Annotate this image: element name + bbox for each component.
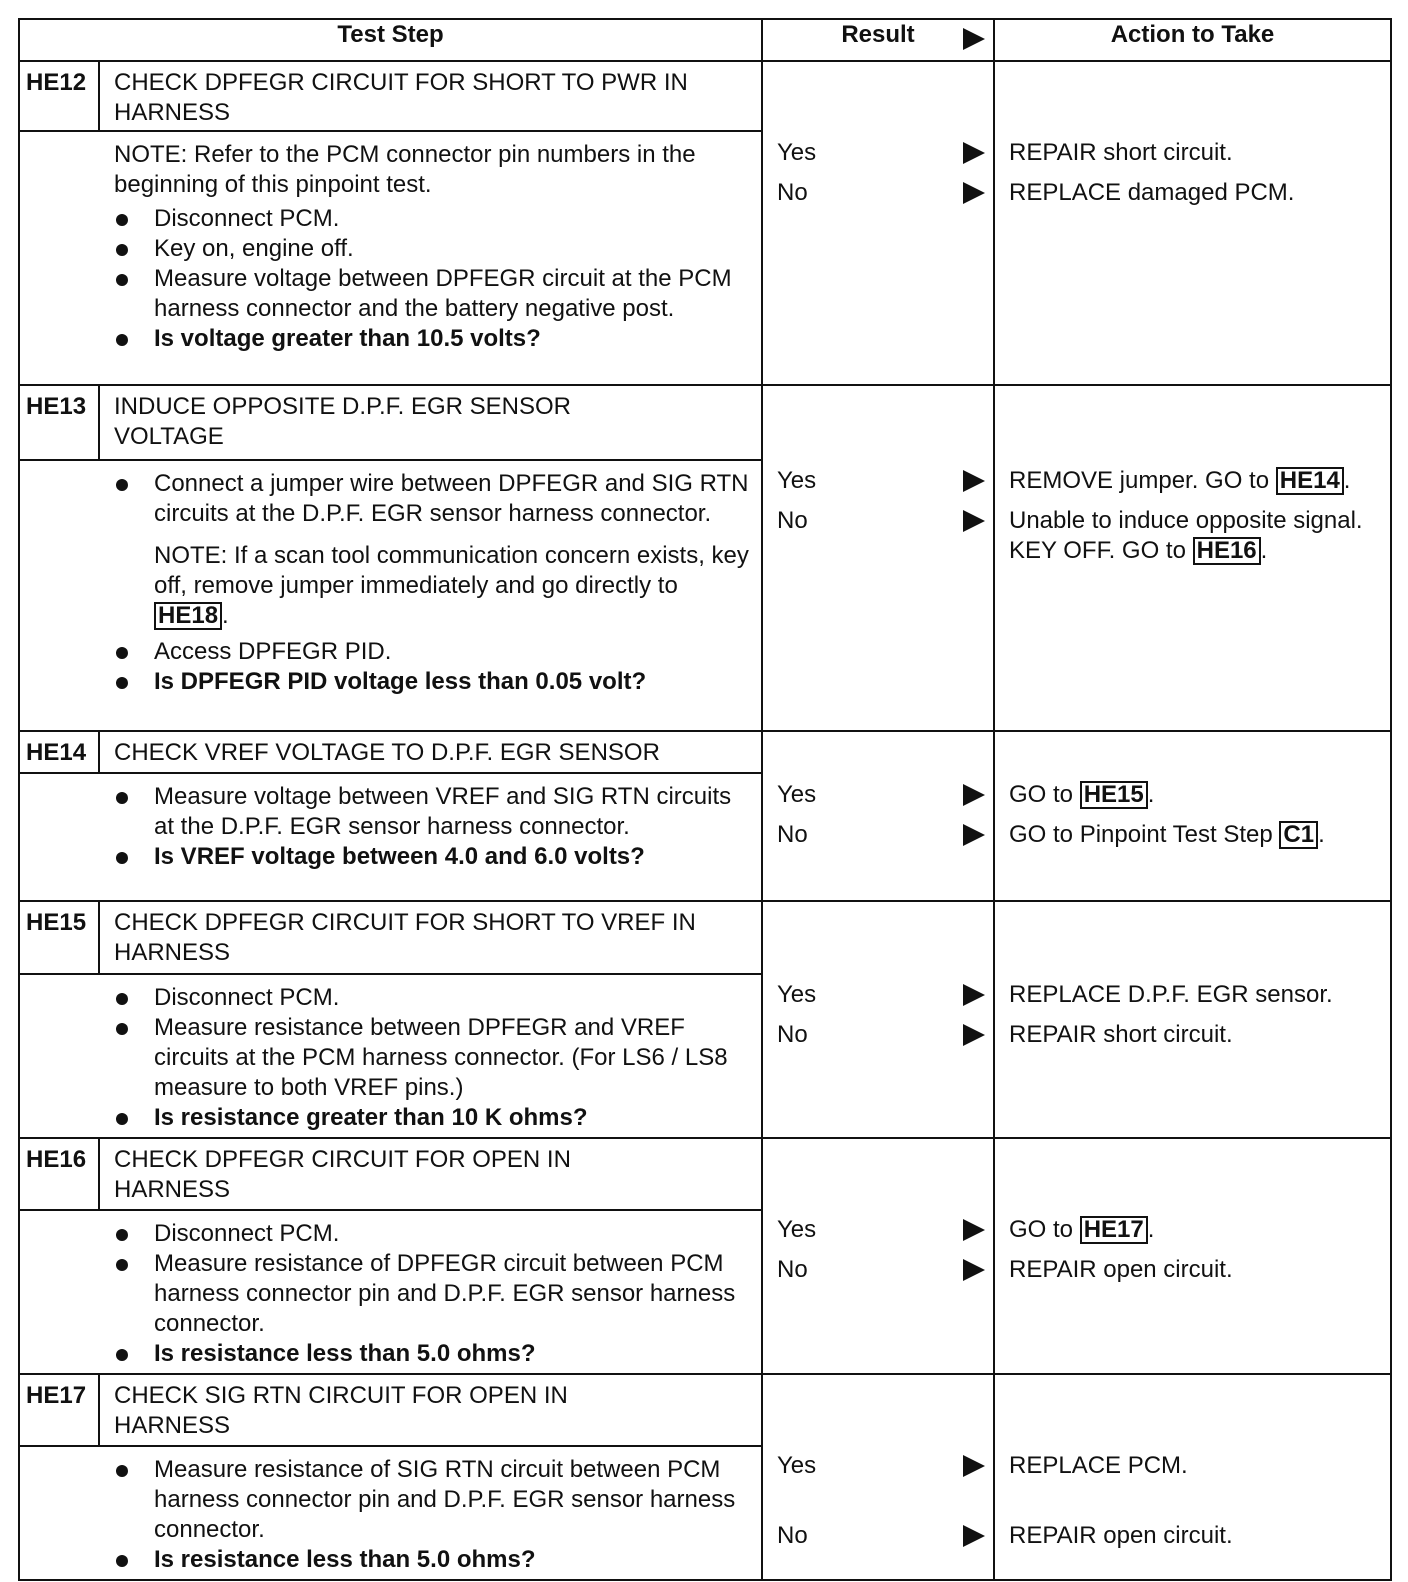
result-yes: Yes xyxy=(777,981,817,1008)
step-row-he17 xyxy=(19,1374,1391,1580)
action-no: REPLACE damaged PCM. xyxy=(1009,179,1295,206)
arrow-icon xyxy=(963,1219,985,1241)
step-id: HE14 xyxy=(20,732,100,772)
step-reference-he14[interactable]: HE14 xyxy=(1276,467,1344,495)
step-reference-c1[interactable]: C1 xyxy=(1279,821,1318,849)
result-yes: Yes xyxy=(777,467,817,494)
step-bullet: Access DPFEGR PID. xyxy=(114,637,751,667)
step-id: HE17 xyxy=(20,1375,100,1445)
result-yes: Yes xyxy=(777,139,817,166)
step-bullet: Measure resistance of DPFEGR circuit between PCM harness connector pin and D.P.F. EGR sensor harness connector. xyxy=(114,1249,751,1339)
arrow-icon xyxy=(963,984,985,1006)
arrow-icon xyxy=(963,470,985,492)
step-row-he14 xyxy=(19,731,1391,901)
step-bullet: Connect a jumper wire between DPFEGR and SIG RTN circuits at the D.P.F. EGR sensor harness connector. xyxy=(114,469,751,529)
action-yes: GO to HE17 . xyxy=(1009,1216,1155,1243)
action-text: GO to xyxy=(1009,781,1080,808)
step-bullet: Disconnect PCM. xyxy=(114,1219,751,1249)
result-cell xyxy=(762,61,994,385)
step-bullet: Measure resistance of SIG RTN circuit between PCM harness connector pin and D.P.F. EGR sensor harness connector. xyxy=(114,1455,751,1545)
step-reference-he18[interactable]: HE18 xyxy=(154,602,222,630)
action-no: Unable to induce opposite signal. KEY OFF. GO to HE16 . xyxy=(1009,507,1363,564)
step-row-he13 xyxy=(19,385,1391,731)
step-id: HE12 xyxy=(20,62,100,130)
action-no: GO to Pinpoint Test Step C1 . xyxy=(1009,821,1325,848)
step-reference-he16[interactable]: HE16 xyxy=(1193,537,1261,565)
step-title: INDUCE OPPOSITE D.P.F. EGR SENSOR VOLTAGE xyxy=(114,393,571,450)
step-note: NOTE: Refer to the PCM connector pin numbers in the beginning of this pinpoint test. xyxy=(114,141,696,198)
header-result-label: Result xyxy=(841,21,915,48)
arrow-icon xyxy=(963,1525,985,1547)
action-no: REPAIR open circuit. xyxy=(1009,1522,1233,1549)
step-bullet: Key on, engine off. xyxy=(114,234,751,264)
result-cell xyxy=(762,1138,994,1374)
step-question: Is voltage greater than 10.5 volts? xyxy=(114,324,751,354)
action-yes: REMOVE jumper. GO to HE14 . xyxy=(1009,467,1351,494)
action-text: GO to xyxy=(1009,1216,1080,1243)
header-test-step: Test Step xyxy=(19,19,762,61)
step-reference-he15[interactable]: HE15 xyxy=(1080,781,1148,809)
result-no: No xyxy=(777,1522,808,1549)
step-question: Is resistance less than 5.0 ohms? xyxy=(114,1339,751,1369)
step-question: Is DPFEGR PID voltage less than 0.05 volt? xyxy=(114,667,751,697)
header-result xyxy=(762,19,994,61)
result-no: No xyxy=(777,1021,808,1048)
action-text: REMOVE jumper. GO to xyxy=(1009,467,1276,494)
step-bullet: Disconnect PCM. xyxy=(114,983,751,1013)
step-row-he12 xyxy=(19,61,1391,385)
step-title: CHECK DPFEGR CIRCUIT FOR SHORT TO VREF IN HARNESS xyxy=(114,909,696,966)
result-cell xyxy=(762,901,994,1138)
step-title: CHECK VREF VOLTAGE TO D.P.F. EGR SENSOR xyxy=(114,739,660,766)
pinpoint-test-table xyxy=(18,18,1392,1581)
step-row-he15 xyxy=(19,901,1391,1138)
step-question: Is resistance less than 5.0 ohms? xyxy=(114,1545,751,1575)
step-cell xyxy=(19,901,762,1138)
step-bullet: Disconnect PCM. xyxy=(114,204,751,234)
pinpoint-test-page xyxy=(18,18,1390,1581)
arrow-icon xyxy=(963,510,985,532)
action-cell xyxy=(994,731,1391,901)
header-action: Action to Take xyxy=(994,19,1391,61)
action-cell xyxy=(994,1138,1391,1374)
note-text: NOTE: If a scan tool communication concern exists, key off, remove jumper immediately and go directly to xyxy=(154,542,749,599)
arrow-icon xyxy=(963,182,985,204)
step-id: HE16 xyxy=(20,1139,100,1209)
step-id: HE13 xyxy=(20,386,100,459)
step-cell xyxy=(19,731,762,901)
action-cell xyxy=(994,61,1391,385)
action-cell xyxy=(994,901,1391,1138)
step-title: CHECK SIG RTN CIRCUIT FOR OPEN IN HARNESS xyxy=(114,1382,568,1439)
action-text: GO to Pinpoint Test Step xyxy=(1009,821,1280,848)
step-title: CHECK DPFEGR CIRCUIT FOR SHORT TO PWR IN HARNESS xyxy=(114,69,688,126)
action-yes: REPLACE PCM. xyxy=(1009,1452,1188,1479)
result-cell xyxy=(762,1374,994,1580)
result-no: No xyxy=(777,1256,808,1283)
action-no: REPAIR open circuit. xyxy=(1009,1256,1233,1283)
action-yes: GO to HE15 . xyxy=(1009,781,1155,808)
action-no: REPAIR short circuit. xyxy=(1009,1021,1233,1048)
step-row-he16 xyxy=(19,1138,1391,1374)
arrow-icon xyxy=(963,824,985,846)
result-yes: Yes xyxy=(777,781,817,808)
arrow-icon xyxy=(963,1259,985,1281)
result-yes: Yes xyxy=(777,1452,817,1479)
result-cell xyxy=(762,731,994,901)
result-no: No xyxy=(777,179,808,206)
step-title: CHECK DPFEGR CIRCUIT FOR OPEN IN HARNESS xyxy=(114,1146,571,1203)
step-bullet: Measure voltage between VREF and SIG RTN circuits at the D.P.F. EGR sensor harness connector. xyxy=(114,782,751,842)
arrow-icon xyxy=(963,1024,985,1046)
step-cell xyxy=(19,1374,762,1580)
step-bullet: Measure resistance between DPFEGR and VREF circuits at the PCM harness connector. (For LS6 / LS8 measure to both VREF pins.) xyxy=(114,1013,751,1103)
step-bullet: Measure voltage between DPFEGR circuit at the PCM harness connector and the battery negative post. xyxy=(114,264,751,324)
action-yes: REPLACE D.P.F. EGR sensor. xyxy=(1009,981,1333,1008)
step-question: Is VREF voltage between 4.0 and 6.0 volts? xyxy=(114,842,751,872)
action-cell xyxy=(994,1374,1391,1580)
header-row xyxy=(19,19,1391,61)
step-note: NOTE: If a scan tool communication concern exists, key off, remove jumper immediately and go directly to HE18 . xyxy=(154,542,749,629)
step-question: Is resistance greater than 10 K ohms? xyxy=(114,1103,751,1133)
result-no: No xyxy=(777,821,808,848)
result-no: No xyxy=(777,507,808,534)
step-cell xyxy=(19,385,762,731)
step-id: HE15 xyxy=(20,902,100,973)
arrow-icon xyxy=(963,784,985,806)
arrow-icon xyxy=(963,1455,985,1477)
arrow-icon xyxy=(963,142,985,164)
step-cell xyxy=(19,1138,762,1374)
step-reference-he17[interactable]: HE17 xyxy=(1080,1216,1148,1244)
result-cell xyxy=(762,385,994,731)
action-text: Unable to induce opposite signal. KEY OFF. GO to xyxy=(1009,507,1363,564)
step-cell xyxy=(19,61,762,385)
result-yes: Yes xyxy=(777,1216,817,1243)
action-cell xyxy=(994,385,1391,731)
action-yes: REPAIR short circuit. xyxy=(1009,139,1233,166)
arrow-icon xyxy=(963,28,985,50)
